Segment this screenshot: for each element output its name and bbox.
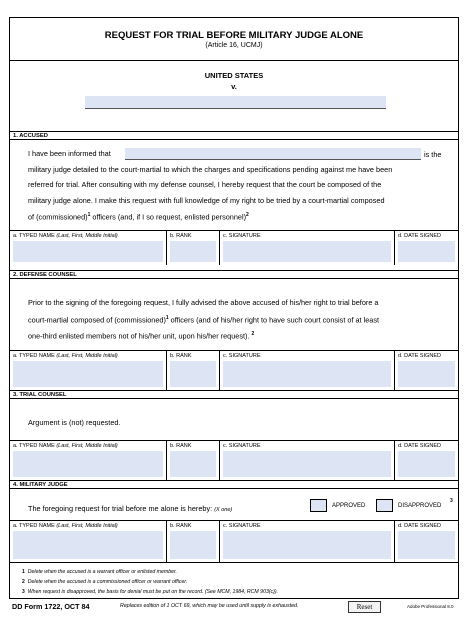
accused-line-2: military judge detailed to the court-martial to which the charges and specifications pending against me have been	[28, 164, 393, 174]
approved-label: APPROVED	[332, 503, 366, 509]
judge-request-text: The foregoing request for trial before me alone is hereby: (X one)	[28, 504, 233, 513]
form-subtitle: (Article 16, UCMJ)	[205, 42, 263, 49]
form-container	[9, 17, 459, 599]
trial-typed-name-input[interactable]	[13, 451, 163, 477]
accused-signature-cell: c. SIGNATURE	[220, 231, 395, 265]
defense-signature-input[interactable]	[223, 361, 391, 387]
approved-checkbox[interactable]	[310, 499, 327, 512]
trial-signature-row: a. TYPED NAME (Last, First, Middle Initial) b. RANK c. SIGNATURE d. DATE SIGNED	[10, 440, 458, 480]
defense-line-1: Prior to the signing of the foregoing request, I fully advised the above accused of his/her right to trial before a	[28, 298, 379, 307]
footnote-3-marker: 3	[450, 498, 453, 504]
accused-name-field[interactable]	[85, 96, 386, 109]
footnote-2: 2 Delete when the accused is a commissioned officer or warrant officer.	[22, 579, 188, 585]
title-divider	[10, 60, 458, 61]
accused-signature-input[interactable]	[223, 241, 391, 262]
form-id: DD Form 1722, OCT 84	[12, 602, 90, 611]
defense-paragraph	[28, 295, 448, 344]
section-accused-heading: 1. ACCUSED	[10, 131, 458, 140]
trial-rank-input[interactable]	[170, 451, 216, 477]
accused-date-cell: d. DATE SIGNED	[395, 231, 458, 265]
defense-rank-input[interactable]	[170, 361, 216, 387]
trial-date-input[interactable]	[398, 451, 455, 477]
footnotes	[10, 562, 458, 600]
section-defense-heading: 2. DEFENSE COUNSEL	[10, 270, 458, 279]
adobe-version-label: Adobe Professional 8.0	[407, 604, 454, 609]
footnote-3: 3 When request is disapproved, the basis for denial must be put on the record. (See MCM, 1984, RCM 903(c)).	[22, 589, 279, 595]
versus-label: v.	[231, 82, 237, 91]
military-judge-name-field[interactable]	[125, 148, 421, 160]
reset-button[interactable]: Reset	[348, 601, 381, 613]
judge-rank-input[interactable]	[170, 531, 216, 559]
accused-typed-name-input[interactable]	[13, 241, 163, 262]
accused-date-input[interactable]	[398, 241, 455, 262]
trial-paragraph: Argument is (not) requested.	[28, 418, 121, 427]
accused-name-cell: a. TYPED NAME (Last, First, Middle Initial)	[10, 231, 167, 265]
accused-line-4: military judge alone. I make this request with full knowledge of my right to be tried by a court-martial composed	[28, 195, 385, 205]
accused-text-after: is the	[424, 150, 442, 159]
replaces-edition-note: Replaces edition of 1 OCT 69, which may be used until supply is exhausted.	[120, 603, 299, 609]
accused-rank-input[interactable]	[170, 241, 216, 262]
judge-signature-input[interactable]	[223, 531, 391, 559]
accused-signature-row	[10, 230, 458, 265]
accused-rank-cell: b. RANK	[167, 231, 220, 265]
accused-line-5: of (commissioned)$^1$ officers (and, if I so request, enlisted personnel)$^2$	[28, 212, 249, 222]
defense-date-input[interactable]	[398, 361, 455, 387]
defense-typed-name-input[interactable]	[13, 361, 163, 387]
united-states-label: UNITED STATES	[204, 71, 264, 80]
accused-line-3: referred for trial. After consulting with my defense counsel, I hereby request that the court be composed of the	[28, 180, 382, 189]
accused-text-before: I have been informed that	[28, 149, 111, 158]
judge-signature-row: a. TYPED NAME (Last, First, Middle Initial) b. RANK c. SIGNATURE d. DATE SIGNED	[10, 520, 458, 562]
defense-line-2: court-martial composed of (commissioned)$^1$ officers (and of his/her right to have such court consist of at least	[28, 314, 380, 324]
disapproved-checkbox[interactable]	[376, 499, 393, 512]
judge-typed-name-input[interactable]	[13, 531, 163, 559]
section-judge-heading: 4. MILITARY JUDGE	[10, 480, 458, 489]
defense-signature-row: a. TYPED NAME (Last, First, Middle Initial) b. RANK c. SIGNATURE d. DATE SIGNED	[10, 350, 458, 390]
footnote-1: 1 Delete when the accused is a warrant officer or enlisted member.	[22, 569, 177, 575]
form-title: REQUEST FOR TRIAL BEFORE MILITARY JUDGE ALONE	[104, 30, 364, 41]
trial-signature-input[interactable]	[223, 451, 391, 477]
section-trial-heading: 3. TRIAL COUNSEL	[10, 390, 458, 399]
defense-line-3: one-third enlisted members not of his/her unit, upon his/her request). $^2$	[28, 331, 255, 341]
disapproved-label: DISAPPROVED	[398, 503, 442, 509]
judge-date-input[interactable]	[398, 531, 455, 559]
